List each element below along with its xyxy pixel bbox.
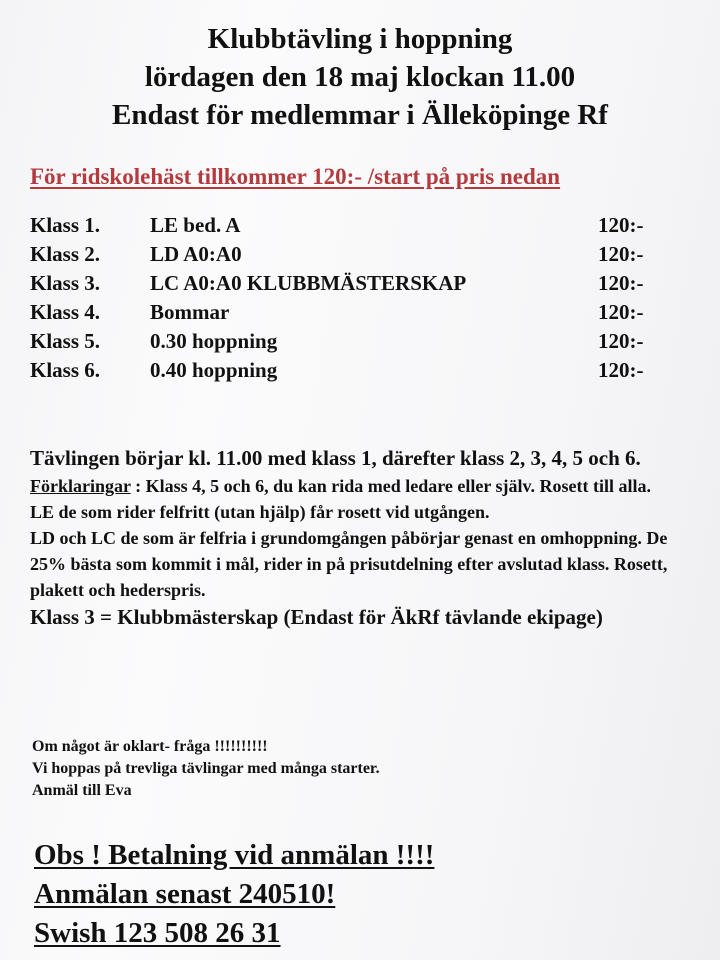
- le-explanation: LE de som rider felfritt (utan hjälp) får rosett vid utgången.: [30, 502, 490, 522]
- class-name: Klass 1.: [30, 213, 101, 237]
- riding-school-fee-note: För ridskolehäst tillkommer 120:- /start på pris nedan: [30, 164, 561, 189]
- class-name: Klass 2.: [30, 242, 101, 266]
- class-price: 120:-: [598, 213, 644, 237]
- class-name: Klass 4.: [30, 300, 101, 324]
- class-row: [30, 240, 690, 269]
- start-info: Tävlingen börjar kl. 11.00 med klass 1, därefter klass 2, 3, 4, 5 och 6.: [30, 446, 641, 470]
- class-description: 0.30 hoppning: [150, 329, 278, 353]
- class-name: Klass 3.: [30, 271, 101, 295]
- payment-line: Obs ! Betalning vid anmälan !!!!: [34, 839, 435, 871]
- class-price: 120:-: [598, 271, 644, 295]
- class-row: [30, 327, 690, 356]
- class-description: Bommar: [150, 300, 230, 324]
- klass3-note: Klass 3 = Klubbmästerskap (Endast för ÄkRf tävlande ekipage): [30, 605, 603, 629]
- swish-line: Swish 123 508 26 31: [34, 917, 281, 949]
- class-row: [30, 356, 690, 385]
- title-line-3: Endast för medlemmar i Älleköpinge Rf: [112, 99, 608, 131]
- explanation-paragraph: [30, 473, 700, 499]
- class-description: LD A0:A0: [150, 242, 242, 266]
- class-list: [30, 211, 690, 385]
- class-name: Klass 5.: [30, 329, 101, 353]
- title-line-1: Klubbtävling i hoppning: [207, 23, 513, 55]
- note-line-2: Vi hoppas på trevliga tävlingar med många starter.: [32, 760, 380, 777]
- class-description: LE bed. A: [150, 213, 241, 237]
- payment-footer: [34, 836, 694, 953]
- class-row: [30, 298, 690, 327]
- class-name: Klass 6.: [30, 358, 101, 382]
- class-row: [30, 211, 690, 240]
- note-line-3: Anmäl till Eva: [32, 782, 132, 799]
- notes: [32, 736, 692, 802]
- class-description: 0.40 hoppning: [150, 358, 278, 382]
- class-price: 120:-: [598, 329, 644, 353]
- class-price: 120:-: [598, 300, 644, 324]
- class-price: 120:-: [598, 242, 644, 266]
- explanation-text: : Klass 4, 5 och 6, du kan rida med ledare eller själv. Rosett till alla.: [130, 476, 652, 496]
- header: [0, 20, 720, 134]
- class-description: LC A0:A0 KLUBBMÄSTERSKAP: [150, 271, 467, 295]
- note-line-1: Om något är oklart- fråga !!!!!!!!!!: [32, 738, 268, 755]
- class-price: 120:-: [598, 358, 644, 382]
- title-line-2: lördagen den 18 maj klockan 11.00: [144, 61, 576, 93]
- ld-lc-explanation: LD och LC de som är felfria i grundomgången påbörjar genast en omhoppning. De 25% bästa som kommit i mål, rider in på prisutdelning efter avslutad klass. Rosett, plakett och hederspris.: [30, 528, 668, 600]
- deadline-line: Anmälan senast 240510!: [34, 878, 336, 910]
- class-row: [30, 269, 690, 298]
- competition-info: [30, 444, 700, 632]
- explanation-label: Förklaringar: [30, 476, 131, 496]
